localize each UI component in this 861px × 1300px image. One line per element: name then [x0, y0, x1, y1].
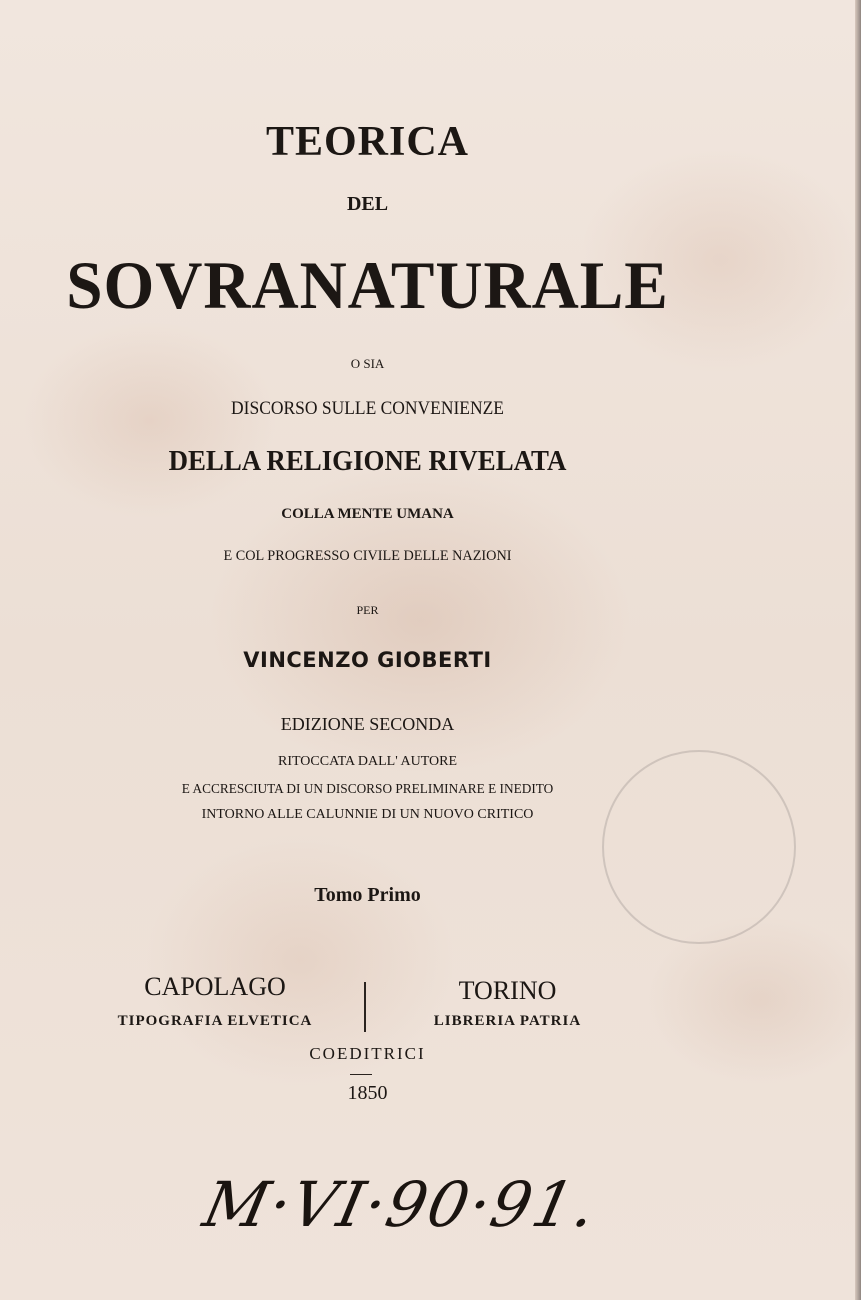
edition-note-3: INTORNO ALLE CALUNNIE DI UN NUOVO CRITICO — [201, 807, 534, 822]
year-rule — [350, 1074, 372, 1075]
title-line-teorica: TEORICA — [265, 119, 470, 165]
edition-label: EDIZIONE SECONDA — [280, 714, 455, 734]
imprint-right-publisher: LIBRERIA PATRIA — [433, 1013, 582, 1029]
faded-library-stamp — [602, 750, 796, 944]
imprint-divider — [364, 982, 366, 1032]
subtitle-mente: COLLA MENTE UMANA — [281, 506, 454, 522]
byline-per: PER — [356, 603, 379, 617]
title-line-o-sia: O SIA — [350, 356, 385, 371]
imprint-left-publisher: TIPOGRAFIA ELVETICA — [117, 1013, 313, 1029]
volume-label: Tomo Primo — [314, 884, 421, 906]
subtitle-progresso: E COL PROGRESSO CIVILE DELLE NAZIONI — [223, 548, 512, 564]
imprint-year: 1850 — [347, 1082, 388, 1104]
title-main: SOVRANATURALE — [66, 247, 669, 323]
edition-note-1: RITOCCATA DALL' AUTORE — [277, 754, 457, 769]
subtitle-discorso: DISCORSO SULLE CONVENIENZE — [231, 398, 504, 419]
subtitle-religione: DELLA RELIGIONE RIVELATA — [168, 446, 567, 477]
imprint-note: COEDITRICI — [309, 1044, 426, 1063]
title-line-del: DEL — [346, 193, 389, 215]
handwritten-shelfmark: M·VI·90·91. — [197, 1168, 605, 1241]
imprint-right-city: TORINO — [458, 976, 557, 1005]
page-edge — [855, 0, 861, 1300]
imprint-left-city: CAPOLAGO — [144, 972, 286, 1001]
author-name: VINCENZO GIOBERTI — [243, 648, 492, 672]
edition-note-2: E ACCRESCIUTA DI UN DISCORSO PRELIMINARE E INEDITO — [181, 782, 554, 797]
